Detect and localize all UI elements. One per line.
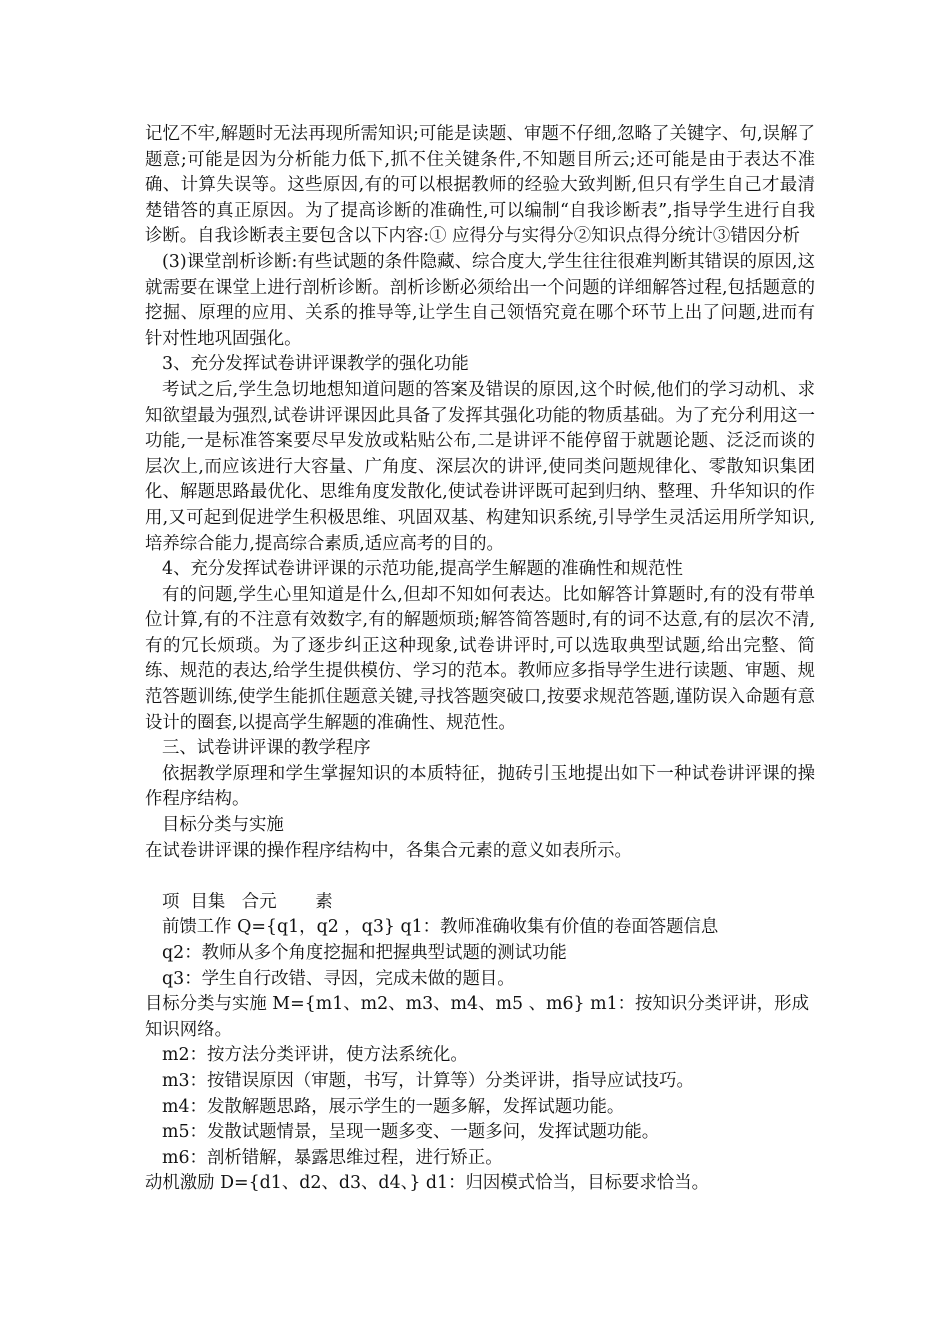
table-row: m2：按方法分类评讲，使方法系统化。 xyxy=(162,1045,468,1066)
table-header: 项 目集 合元 素 xyxy=(162,891,333,912)
paragraph-table-intro: 在试卷讲评课的操作程序结构中，各集合元素的意义如表所示。 xyxy=(145,840,632,861)
paragraph-self-diagnosis: 记忆不牢,解题时无法再现所需知识;可能是读题、审题不仔细,忽略了关键字、句,误解了题意;可能是因为分析能力低下,抓不住关键条件,不知题目所云;还可能是由于表达不准确、计算失误等。这些原因,有的可以根据教师的经验大致判断,但只有学生自己才最清楚错答的真正原因。为了提高诊断的准确性,可以编制“自我诊断表”,指导学生进行自我诊断。自我诊断表主要包含以下内容:① 应得分与实得分②知识点得分统计③错因分析 xyxy=(145,124,815,247)
paragraph-demonstration: 有的问题,学生心里知道是什么,但却不知如何表达。比如解答计算题时,有的没有带单位计算,有的不注意有效数字,有的解题烦琐;解答简答题时,有的词不达意,有的层次不清,有的冗长烦琐。为了逐步纠正这种现象,试卷讲评时,可以选取典型试题,给出完整、简练、规范的表达,给学生提供模仿、学习的范本。教师应多指导学生进行读题、审题、规范答题训练,使学生能抓住题意关键,寻找答题突破口,按要求规范答题,谨防误入命题有意设计的圈套,以提高学生解题的准确性、规范性。 xyxy=(145,584,815,733)
table-row: m4：发散解题思路，展示学生的一题多解，发挥试题功能。 xyxy=(162,1096,625,1117)
table-row: q2：教师从多个角度挖掘和把握典型试题的测试功能 xyxy=(162,943,567,963)
table-row: m5：发散试题情景，呈现一题多变、一题多问，发挥试题功能。 xyxy=(162,1122,660,1143)
element-table xyxy=(145,890,815,1197)
table-row: q3：学生自行改错、寻因，完成未做的题目。 xyxy=(162,968,515,989)
table-row: 目标分类与实施 M={m1、m2、m3、m4、m5 、m6} m1：按知识分类评讲，形成知识网络。 xyxy=(145,994,809,1040)
table-row: m3：按错误原因（审题，书写，计算等）分类评讲，指导应试技巧。 xyxy=(162,1070,694,1091)
table-row: 前馈工作 Q={q1，q2 ，q3} q1：教师准确收集有价值的卷面答题信息 xyxy=(162,917,719,938)
paragraph-classroom-diagnosis: (3)课堂剖析诊断:有些试题的条件隐藏、综合度大,学生往往很难判断其错误的原因,这就需要在课堂上进行剖析诊断。剖析诊断必须给出一个问题的详细解答过程,包括题意的挖掘、原理的应用、关系的推导等,让学生自己领悟究竟在哪个环节上出了问题,进而有针对性地巩固强化。 xyxy=(145,251,815,349)
table-row: m6：剖析错解，暴露思维过程，进行矫正。 xyxy=(162,1147,503,1168)
paragraph-reinforcement: 考试之后,学生急切地想知道问题的答案及错误的原因,这个时候,他们的学习动机、求知欲望最为强烈,试卷讲评课因此具备了发挥其强化功能的物质基础。为了充分利用这一功能,一是标准答案要尽早发放或粘贴公布,二是讲评不能停留于就题论题、泛泛而谈的层次上,而应该进行大容量、广角度、深层次的讲评,使同类问题规律化、零散知识集团化、解题思路最优化、思维角度发散化,使试卷讲评既可起到归纳、整理、升华知识的作用,又可起到促进学生积极思维、巩固双基、构建知识系统,引导学生灵活运用所学知识,培养综合能力,提高综合素质,适应高考的目的。 xyxy=(145,379,815,554)
section-heading-reinforcement: 3、充分发挥试卷讲评课教学的强化功能 xyxy=(162,354,469,375)
subheading-goal-classification: 目标分类与实施 xyxy=(162,815,284,836)
section-heading-procedure: 三、试卷讲评课的教学程序 xyxy=(162,738,371,759)
table-row: 动机激励 D={d1、d2、d3、d4、} d1：归因模式恰当，目标要求恰当。 xyxy=(145,1173,709,1194)
blank-line xyxy=(145,864,815,890)
paragraph-procedure: 依据教学原理和学生掌握知识的本质特征，抛砖引玉地提出如下一种试卷讲评课的操作程序结构。 xyxy=(145,763,815,810)
document-body xyxy=(145,122,815,1197)
section-heading-demonstration: 4、充分发挥试卷讲评课的示范功能,提高学生解题的准确性和规范性 xyxy=(162,559,683,580)
